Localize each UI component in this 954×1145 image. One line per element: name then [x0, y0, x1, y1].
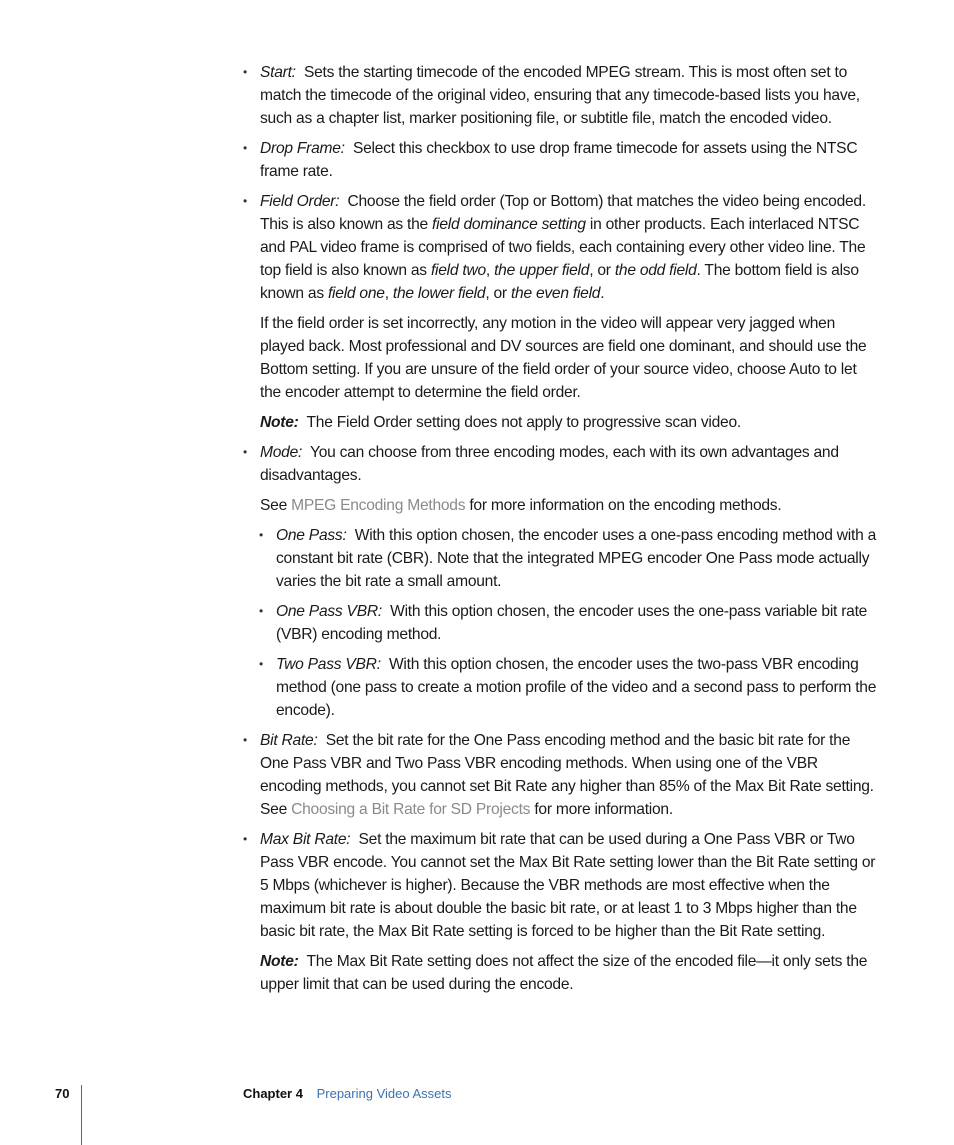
list-item-two-pass-vbr: [259, 653, 879, 722]
bullet-icon: •: [259, 657, 263, 671]
text: Choose the field order (Top or Bottom) that matches the video being encoded. This is also known as the: [260, 193, 866, 233]
description: With this option chosen, the encoder uses a one-pass encoding method with a constant bit rate (CBR). Note that the integrated MPEG encoder One Pass mode actually varies the bit rate a small amount.: [276, 527, 877, 590]
text: for more information on the encoding methods.: [465, 497, 782, 514]
emphasis: field one: [327, 285, 385, 302]
list-item-one-pass: [259, 524, 879, 593]
footer-chapter: [243, 1086, 452, 1101]
text: , or: [485, 285, 511, 302]
emphasis: field two: [430, 262, 486, 279]
list-item-field-order: [243, 190, 879, 305]
mpeg-encoding-methods-link[interactable]: MPEG Encoding Methods: [291, 497, 466, 514]
bullet-icon: •: [243, 65, 247, 79]
term: Two Pass VBR:: [276, 656, 381, 673]
emphasis: the even field: [510, 285, 601, 302]
max-bit-rate-note: [243, 950, 879, 996]
mode-see-also: [243, 494, 879, 517]
bullet-icon: •: [243, 141, 247, 155]
footer-divider: [81, 1085, 82, 1145]
text: ,: [384, 285, 393, 302]
description: You can choose from three encoding modes, each with its own advantages and disadvantages.: [260, 444, 839, 484]
text: in other products. Each interlaced NTSC and PAL video frame is comprised of two fields, each containing every other video line. The top field is also known as: [260, 216, 866, 279]
text: See: [260, 497, 292, 514]
term: Drop Frame:: [260, 140, 345, 157]
term: One Pass VBR:: [276, 603, 382, 620]
bullet-icon: •: [259, 604, 263, 618]
emphasis: the upper field: [494, 262, 590, 279]
term: Field Order:: [260, 193, 340, 210]
emphasis: the lower field: [392, 285, 486, 302]
term: Bit Rate:: [260, 732, 318, 749]
list-item-start: [243, 61, 879, 130]
emphasis: field dominance setting: [432, 216, 586, 233]
note-text: The Max Bit Rate setting does not affect the size of the encoded file—it only sets the upper limit that can be used during the encode.: [260, 953, 868, 993]
page-body: [243, 61, 879, 1003]
list-item-drop-frame: [243, 137, 879, 183]
chapter-title: Preparing Video Assets: [316, 1086, 452, 1101]
text: ,: [485, 262, 495, 279]
text: , or: [589, 262, 615, 279]
term: One Pass:: [276, 527, 347, 544]
description: Select this checkbox to use drop frame timecode for assets using the NTSC frame rate.: [260, 140, 858, 180]
bullet-icon: •: [243, 733, 247, 747]
emphasis: the odd field: [614, 262, 697, 279]
description: Set the maximum bit rate that can be used during a One Pass VBR or Two Pass VBR encode. You cannot set the Max Bit Rate setting lower than the Bit Rate setting or 5 Mbps (whichever is higher). Because the VBR methods are most effective when the maximum bit rate is about double the basic bit rate, or at least 1 to 3 Mbps higher than the basic bit rate, the Max Bit Rate setting is forced to be higher than the Bit Rate setting.: [260, 831, 876, 940]
text: . The bottom field is also known as: [260, 262, 859, 302]
text: for more information.: [530, 801, 673, 818]
note-label: Note:: [260, 414, 299, 431]
field-order-paragraph: If the field order is set incorrectly, any motion in the video will appear very jagged when played back. Most professional and DV sources are field one dominant, and should use the Bottom setting. If you are unsure of the field order of your source video, choose Auto to let the encoder attempt to determine the field order.: [260, 315, 867, 401]
field-order-note: [243, 411, 879, 434]
bullet-icon: •: [243, 194, 247, 208]
list-item-max-bit-rate: [243, 828, 879, 943]
note-text: The Field Order setting does not apply to progressive scan video.: [306, 414, 741, 431]
note-label: Note:: [260, 953, 299, 970]
choosing-bit-rate-link[interactable]: Choosing a Bit Rate for SD Projects: [291, 801, 531, 818]
description: With this option chosen, the encoder uses the one-pass variable bit rate (VBR) encoding method.: [276, 603, 868, 643]
description: Set the bit rate for the One Pass encoding method and the basic bit rate for the One Pass VBR and Two Pass VBR encoding methods. When using one of the VBR encoding methods, you cannot set Bit Rate any higher than 85% of the Max Bit Rate setting. See: [260, 732, 874, 818]
bullet-icon: •: [243, 445, 247, 459]
description: With this option chosen, the encoder uses the two-pass VBR encoding method (one pass to create a motion profile of the video and a second pass to perform the encode).: [276, 656, 877, 719]
list-item-bit-rate: [243, 729, 879, 821]
description: Sets the starting timecode of the encoded MPEG stream. This is most often set to match the timecode of the original video, ensuring that any timecode-based lists you have, such as a chapter list, marker positioning file, or subtitle file, match the encoded video.: [260, 64, 860, 127]
text: .: [600, 285, 605, 302]
bullet-icon: •: [259, 528, 263, 542]
term: Max Bit Rate:: [260, 831, 351, 848]
term: Mode:: [260, 444, 303, 461]
list-item-mode: [243, 441, 879, 487]
term: Start:: [260, 64, 296, 81]
page-number: 70: [55, 1086, 70, 1101]
chapter-label: Chapter 4: [243, 1086, 303, 1101]
list-item-one-pass-vbr: [259, 600, 879, 646]
bullet-icon: •: [243, 832, 247, 846]
